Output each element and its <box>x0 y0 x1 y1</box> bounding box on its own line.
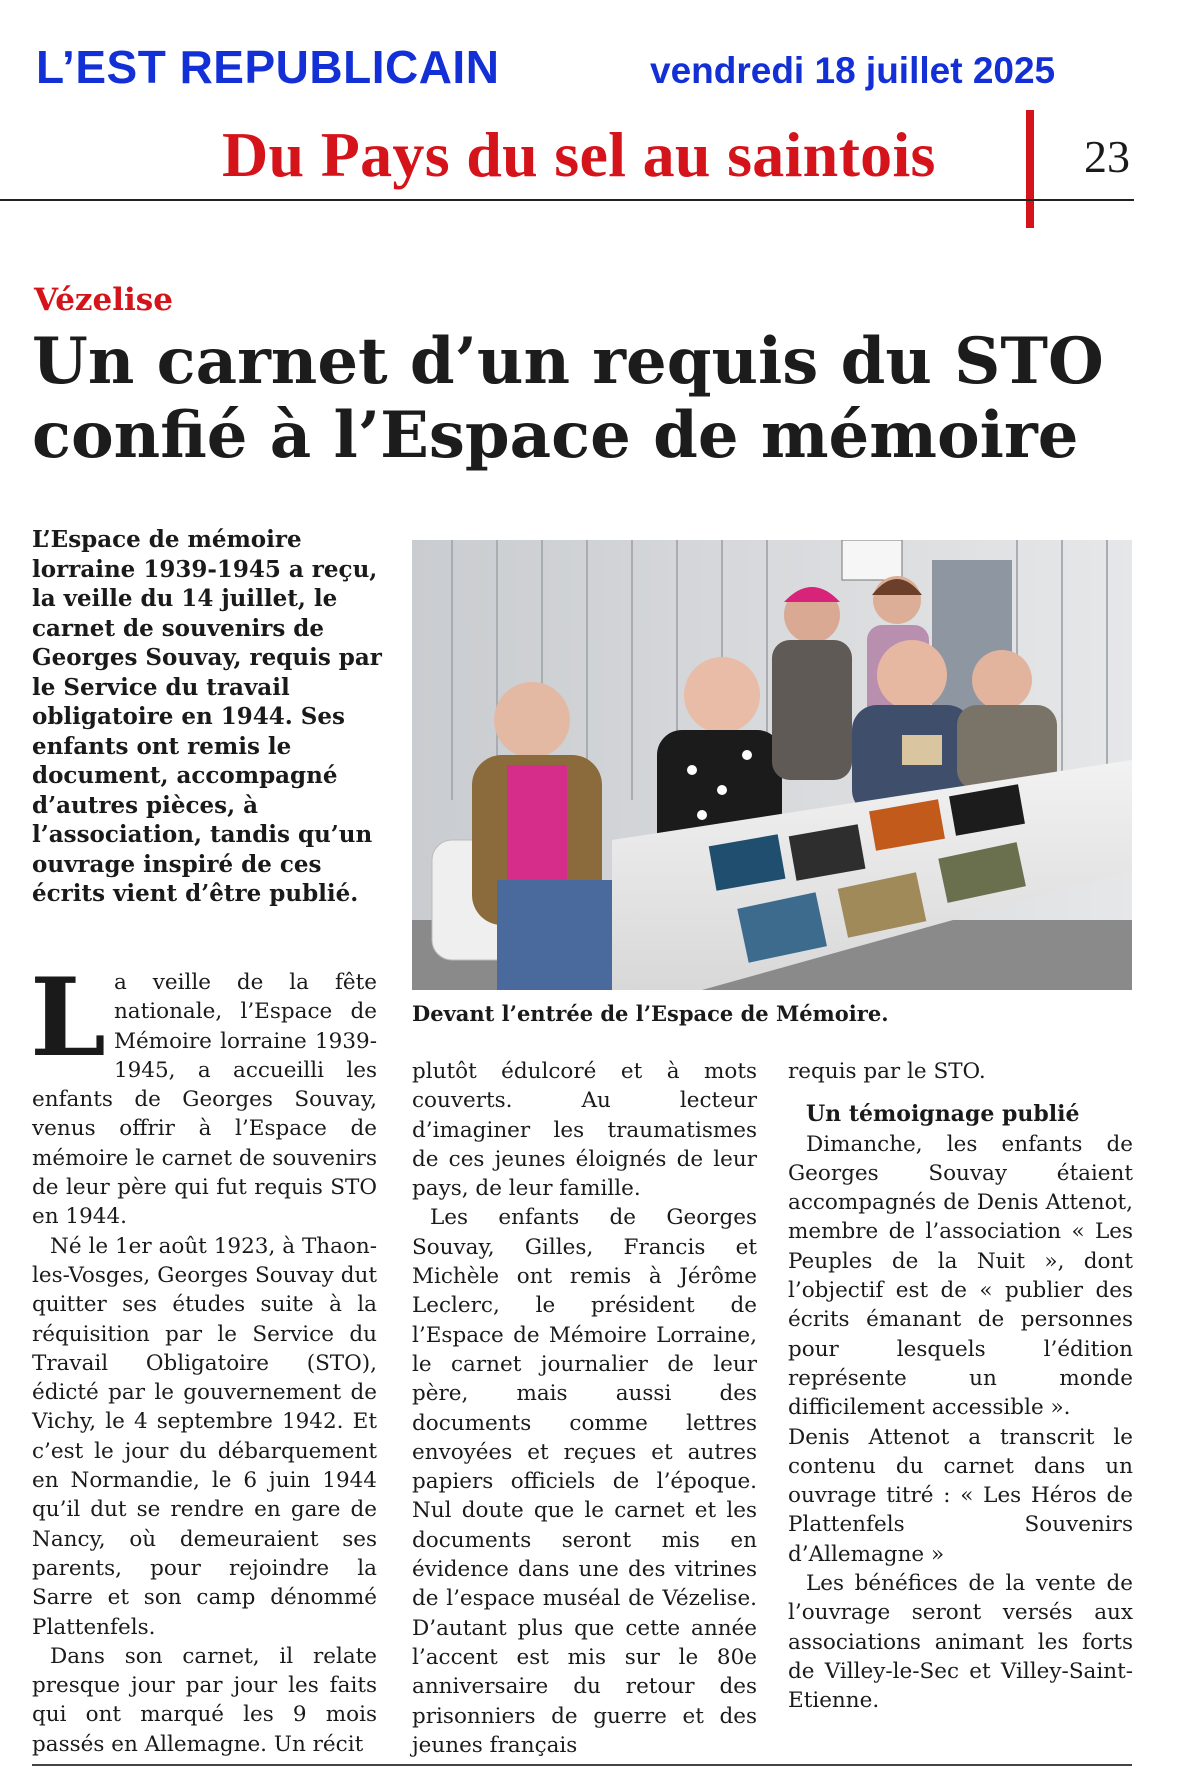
headline-line-2: confié à l’Espace de mémoire <box>32 398 1079 473</box>
article-column-2 <box>412 1057 757 1760</box>
paragraph: Né le 1er août 1923, à Thaon-les-Vosges, Georges Souvay dut quitter ses études suite à la réquisition par le Service du Travail Obligatoire (STO), édicté par le gouvernement de Vichy, le 4 septembre 1942. Et c’est le jour du débarquement en Normandie, le 6 juin 1944 qu’il dut se rendre en gare de Nancy, où demeuraient ses parents, pour rejoindre la Sarre et son camp dénommé Plattenfels. <box>32 1233 377 1640</box>
header-rule <box>0 199 1134 201</box>
paragraph-text: a veille de la fête nationale, l’Espace de Mémoire lorraine 1939-1945, a accueilli les enfants de Georges Souvay, venus offrir à l’Espace de mémoire le carnet de souvenirs de leur père qui fut requis STO en 1944. <box>32 970 377 1230</box>
article-headline <box>32 325 1132 473</box>
footer-rule <box>32 1764 1132 1766</box>
section-title: Du Pays du sel au saintois <box>222 119 936 190</box>
drop-cap: L <box>30 955 106 1081</box>
paragraph: Dans son carnet, il relate presque jour par jour les faits qui ont marqué les 9 mois passés en Allemagne. Un récit <box>32 1643 377 1757</box>
newspaper-name: L’EST REPUBLICAIN <box>36 41 500 93</box>
paragraph: plutôt édulcoré et à mots couverts. Au lecteur d’imaginer les traumatismes de ces jeunes éloignés de leur pays, de leur famille. <box>412 1059 757 1202</box>
page-number: 23 <box>1084 131 1130 182</box>
paragraph <box>30 955 377 1232</box>
article-column-3 <box>788 1057 1133 1716</box>
paragraph: Denis Attenot a transcrit le contenu du carnet dans un ouvrage titré : « Les Héros de Plattenfels Souvenirs d’Allemagne » <box>788 1424 1133 1567</box>
paragraph: Les bénéfices de la vente de l’ouvrage seront versés aux associations animant les forts de Villey-le-Sec et Villey-Saint-Etienne. <box>788 1571 1133 1714</box>
paragraph: Dimanche, les enfants de Georges Souvay étaient accompagnés de Denis Attenot, membre de l’association « Les Peuples de la Nuit », dont l’objectif est de « publier des écrits émanant de personnes pour lesquels l’édition représente un monde difficilement accessible ». <box>788 1131 1133 1421</box>
article-kicker: Vézelise <box>34 282 173 318</box>
headline-line-1: Un carnet d’un requis du STO <box>32 324 1104 399</box>
article-photo <box>412 540 1132 990</box>
article-column-1 <box>30 955 377 1759</box>
article-lead: L’Espace de mémoire lorraine 1939-1945 a reçu, la veille du 14 juillet, le carnet de souvenirs de Georges Souvay, requis par le Service du travail obligatoire en 1944. Ses enfants ont remis le document, accompagné d’autres pièces, à l’association, tandis qu’un ouvrage inspiré de ces écrits vient d’être publié. <box>32 526 382 907</box>
section-divider-bar <box>1026 110 1034 228</box>
article-subhead: Un témoignage publié <box>806 1101 1080 1128</box>
paragraph: requis par le STO. <box>788 1059 986 1084</box>
photo-caption: Devant l’entrée de l’Espace de Mémoire. <box>412 1001 889 1026</box>
publication-date: vendredi 18 juillet 2025 <box>650 50 1056 91</box>
paragraph: Les enfants de Georges Souvay, Gilles, Francis et Michèle ont remis à Jérôme Leclerc, le président de l’Espace de Mémoire Lorraine, le carnet journalier de leur père, mais aussi des documents comme lettres envoyées et reçues et autres papiers officiels de l’époque. Nul doute que le carnet et les documents seront mis en évidence dans une des vitrines de l’espace muséal de Vézelise. D’autant plus que cette année l’accent est mis sur le 80e anniversaire du retour des prisonniers de guerre et des jeunes français <box>412 1205 757 1758</box>
